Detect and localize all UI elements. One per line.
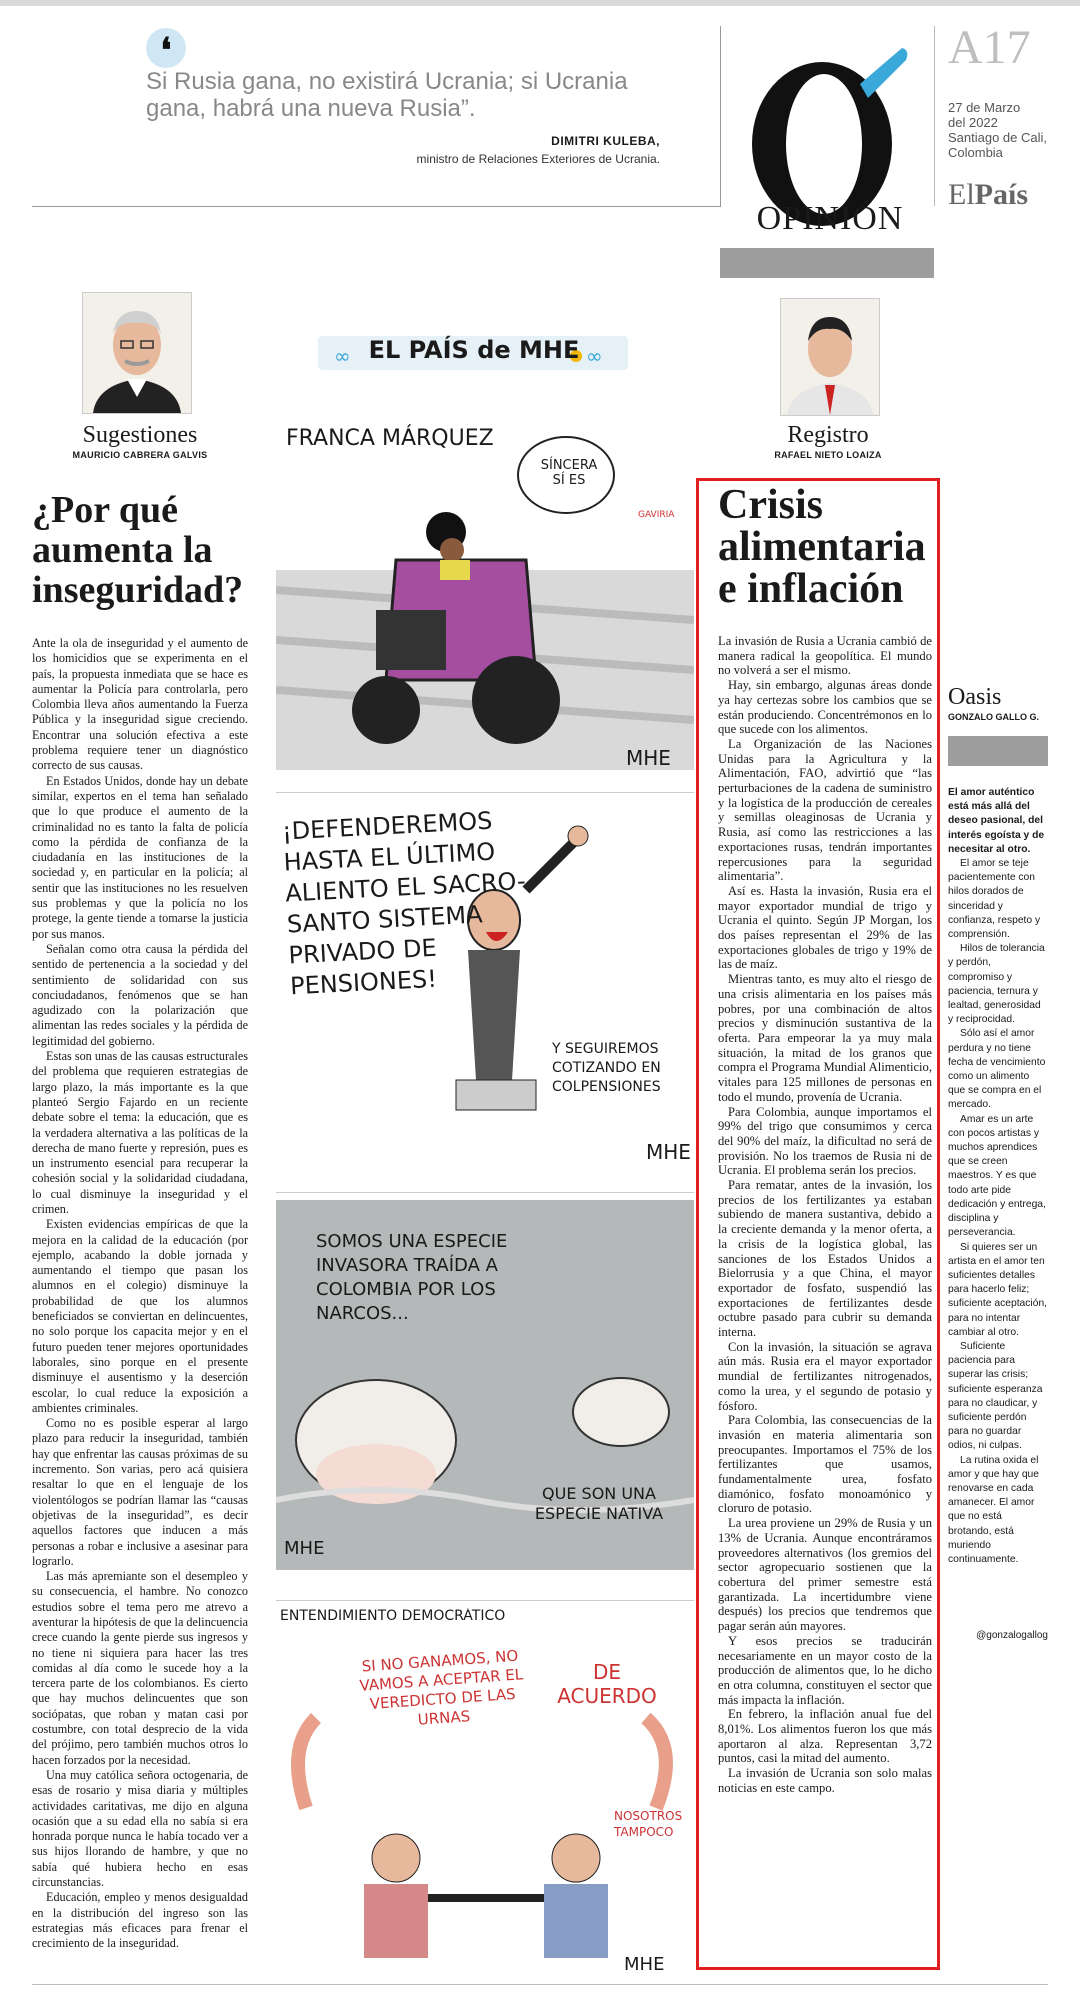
cartoon-divider (276, 1600, 694, 1601)
tractor-illustration (276, 420, 694, 782)
cartoon-caption: ENTENDIMIENTO DEMOCRÁTICO (280, 1608, 506, 1624)
author-handle: @gonzalogallog (976, 1630, 1048, 1641)
page-number: A17 (948, 21, 1031, 74)
header-quote: Si Rusia gana, no existirá Ucrania; si Ucrania gana, habrá una nueva Rusia”. (146, 68, 628, 122)
cartoon-hipopotamos (276, 1200, 694, 1570)
column-author: GONZALO GALLO G. (948, 712, 1039, 722)
columnist-portrait-cabrera (82, 292, 192, 414)
oasis-body: El amor auténtico está más allá del deseo pasional, del interés egoísta y de necesitar al otro. El amor se teje pacientemente con hilos dorados de sinceridad y confianza, respeto y comprensión. Hilos de tolerancia y perdón, compromiso y paciencia, ternura y lealtad, generosidad y reciprocidad. Sólo así el amor perdura y no tiene fecha de vencimiento como un alimento que se compra en el mercado. Amar es un arte con pocos artistas y muchos aprendices que se creen maestros. Y es que todo arte pide dedicación y entrega, disciplina y perseverancia. Si quieres ser un artista en el amor ten suficientes detalles para hacerlo feliz; suficiente aceptación, para no intentar cambiar al otro. Suficiente paciencia para superar las crisis; suficiente esperanza para no claudicar, y suficiente perdón para no guardar odios, ni culpas. La rutina oxida el amor y que hay que renovarse en cada amanecer. El amor que no está brotando, está muriendo continuamente. (948, 787, 1048, 1565)
speech-bubble: SÍNCERA SÍ ES (540, 458, 598, 488)
quote-box-border (32, 206, 720, 207)
article-body: La invasión de Rusia a Ucrania cambió de manera radical la geopolítica. El mundo no volverá a ser el mismo. Hay, sin embargo, algunas áreas donde ya hay certezas sobre los cambios que se están produciendo. Concentrémonos en lo que sucede con los alimentos. La Organización de las Naciones Unidas para la Agricultura y la Alimentación, FAO, advirtió que “las perturbaciones de la cadena de suministro y la logística de la producción de cereales y semillas oleaginosas de Ucrania y Rusia, así como las restricciones a las exportaciones rusas, tendrán importantes repercusiones para la seguridad alimentaria”. Así es. Hasta la invasión, Rusia era el mayor exportador mundial de trigo y Ucrania el quinto. Según JP Morgan, los dos países representan el 29% de las exportaciones globales de trigo y 19% de las de maíz. Mientras tanto, es muy alto el riesgo de una crisis alimentaria en los países más pobres, por una combinación de altos precios y disminución sustantiva de la oferta. Para empeorar la ya muy mala situación, la mitad de los granos que compra el Programa Mundial Alimenticio, vitales para 125 millones de personas en todo el mundo, provenía de Ucrania. Para Colombia, aunque importamos el 99% del trigo que consumimos y cerca del 90% del maíz, la dificultad no será de provisión. No los traemos de Rusia ni de Ucrania. El problema serán los precios. Para rematar, antes de la invasión, los precios de los fertilizantes ya estaban subiendo de manera sustantiva, debido a la creciente demanda y la menor oferta, a la crisis de la logística global, las sanciones de los Estados Unidos a Bielorrusia y a que China, el mayor exportador de fosfato, suspendió las exportaciones de fertilizantes desde octubre pasado para cubrir su demanda interna. Con la invasión, la situación se agrava aún más. Rusia era el mayor exportador mundial de fertilizantes nitrogenados, como la urea, y el segundo de potasio y fósforo. Para Colombia, las consecuencias de la invasión en materia alimentaria son preocupantes. Importamos el 75% de los fertilizantes que usamos, fundamentalmente urea, fosfato diamónico, fosfato monoamónico y cloruro de potasio. La urea proviene un 29% de Rusia y un 13% de Ucrania. Aunque encontráramos proveedores alternativos (los gremios del sector agropecuario sostienen que la cobertura del primer semestre está garantizada. La incertidumbre viene después) los precios que tendremos que pagar serán aún mayores. Y esos precios se traducirán necesariamente en un mayor costo de la producción de alimentos que, lo he dicho en otra columna, constituyen el sector que más impacta la inflación. En febrero, la inflación anual fue del 8,01%. Los alimentos fueron los que más aportaron al alza. Representan 3,72 puntos, casi la mitad del aumento. La invasión de Ucrania son solo malas noticias en este campo. (718, 634, 932, 1795)
page-bottom-rule (32, 1984, 1048, 1985)
top-bar (0, 0, 1080, 6)
quote-icon: ❛ (146, 28, 186, 68)
cartoon-reply-text: QUE SON UNA ESPECIE NATIVA (534, 1484, 664, 1523)
cartoon-divider (276, 792, 694, 793)
column-name: Registro (787, 422, 869, 448)
quote-author-role: ministro de Relaciones Exteriores de Ucrania. (416, 152, 660, 166)
cartoon-banner-title: EL PAÍS de MHE (368, 336, 580, 364)
cartoon-top-text: SOMOS UNA ESPECIE INVASORA TRAÍDA A COLOMBIA POR LOS NARCOS... (316, 1231, 508, 1324)
svg-text:∞: ∞ (586, 344, 603, 368)
cartoon-tag: GAVIRIA (638, 510, 675, 520)
section-bar (720, 248, 934, 278)
quote-box-border (720, 26, 721, 207)
quote-author: DIMITRI KULEBA, (551, 134, 660, 148)
column-author: MAURICIO CABRERA GALVIS (72, 450, 208, 460)
columnist-portrait-nieto (780, 298, 880, 416)
cartoonist-signature: MHE (624, 1954, 665, 1975)
column-name: Oasis (948, 684, 1002, 710)
cartoon-side-text: NOSOTROS TAMPOCO (614, 1809, 683, 1839)
masthead-divider (934, 26, 935, 206)
brand-logo: ElPaís (948, 178, 1029, 211)
cartoon-francia-marquez (276, 420, 694, 782)
cartoon-divider (276, 1192, 694, 1193)
cartoon-pensiones (276, 800, 694, 1172)
section-title: OPINIÓN (756, 200, 904, 237)
cartoon-side-text: Y SEGUIREMOS COTIZANDO EN COLPENSIONES (552, 1041, 661, 1095)
cartoon-right-text: DE ACUERDO (557, 1660, 657, 1708)
cartoonist-signature: MHE (626, 746, 671, 770)
cartoon-entendimiento (276, 1608, 694, 1982)
article-body: Ante la ola de inseguridad y el aumento de los homicidios que se experimenta en el país, la propuesta inmediata que se hace es aumentar la Policía para controlarla, pero Colombia lleva años aumentando la Fuerza Pública y la inseguridad sigue creciendo. Encontrar una solución efectiva a este problema requiere tener un diagnóstico correcto de sus causas. En Estados Unidos, donde hay un debate similar, expertos en el tema han señalado que lo que produce el aumento de la criminalidad no es tanto la falta de policía como la pérdida de confianza de la ciudadanía en las instituciones de la sociedad y, en particular en la policía; al sentir que las instituciones no les resuelven sus problemas y que la policía no los protege, la gente tiende a tomarse la justicia por sus manos. Señalan como otra causa la pérdida del sentido de pertenencia a la sociedad y del sentimiento de solidaridad con sus conciudadanos, fenómenos que se han agudizado con la polarización que alimentan las redes sociales y la pérdida de legitimidad del gobierno. Estas son unas de las causas estructurales del problema que requieren estrategias de largo plazo, la más importante es la que planteó Sergio Fajardo en un reciente debate sobre el tema: la educación, que es la verdadera alternativa a las políticas de la derecha de mano fuerte y represión, pues es un instrumento esencial para recuperar la cohesión social y la solidaridad ciudadana, lo cual disminuye la inseguridad y el crimen. Existen evidencias empíricas de que la mejora en la calidad de la educación (por ejemplo, acabando la doble jornada y aumentando el tiempo que pasan los alumnos en el colegio) disminuye la probabilidad de que los alumnos beneficiados se conviertan en delincuentes, no solo porque los capacita mejor y en el futuro pueden tener mejores oportunidades laborales, sino porque en el presente disminuye el ausentismo y la deserción escolar, lo cual reduce la exposición a ambientes criminales. Como no es posible esperar al largo plazo para reducir la inseguridad, también hay que enfrentar las causas próximas de su incremento. Son varias, pero acá quisiera resaltar lo que en el lenguaje de los violentólogos se podrían llamar las “causas objetivas de la inseguridad”, es decir aquellos factores que inducen a más personas a robar e inclusive a asesinar para lograrlo. Las más apremiante son el desempleo y su consecuencia, el hambre. No conozco estudios sobre el tema pero me atrevo a aventurar la hipótesis de que la delincuencia crece cuando la gente pierde sus ingresos y no tiene ni siquiera para hacer las tres comidas al día como le sucede hoy a la tercera parte de los colombianos. Es cierto que hay muchos delincuentes que son sociópatas, que roban y matan casi por costumbre, con total desprecio de la vida del prójimo, pero también muchos otros lo hacen forzados por la necesidad. Una muy católica señora octogenaria, de esas de rosario y misa diaria y múltiples actividades caritativas, me dijo en alguna ocasión que a su edad ella no sabía si era honrada porque nunca le había tocado ver a sus hijos llorando de hambre, y que no sabía qué hubiera hecho en esas circunstancias. Educación, empleo y menos desigualdad en la distribución del ingreso son las estrategias más eficaces para frenar el crecimiento de la inseguridad. (32, 636, 248, 1951)
article-title: Crisis alimentaria e inflación (718, 482, 926, 612)
cartoonist-signature: MHE (284, 1538, 325, 1559)
column-author: RAFAEL NIETO LOAIZA (774, 450, 882, 460)
cartoon-shout: ¡DEFENDEREMOS HASTA EL ÚLTIMO ALIENTO EL SACRO-SANTO SISTEMA PRIVADO DE PENSIONES! (281, 806, 527, 1001)
column-name: Sugestiones (82, 422, 198, 448)
edition-date: 27 de Marzo del 2022 Santiago de Cali, Colombia (948, 100, 1048, 160)
svg-text:∞: ∞ (334, 344, 351, 368)
cartoon-caption: FRANCA MÁRQUEZ (286, 426, 494, 451)
cartoonist-signature: MHE (646, 1140, 691, 1164)
article-title: ¿Por qué aumenta la inseguridad? (32, 489, 244, 611)
cartoon-left-text: SI NO GANAMOS, NO VAMOS A ACEPTAR EL VEREDICTO DE LAS URNAS (358, 1646, 524, 1729)
section-bar (948, 736, 1048, 766)
